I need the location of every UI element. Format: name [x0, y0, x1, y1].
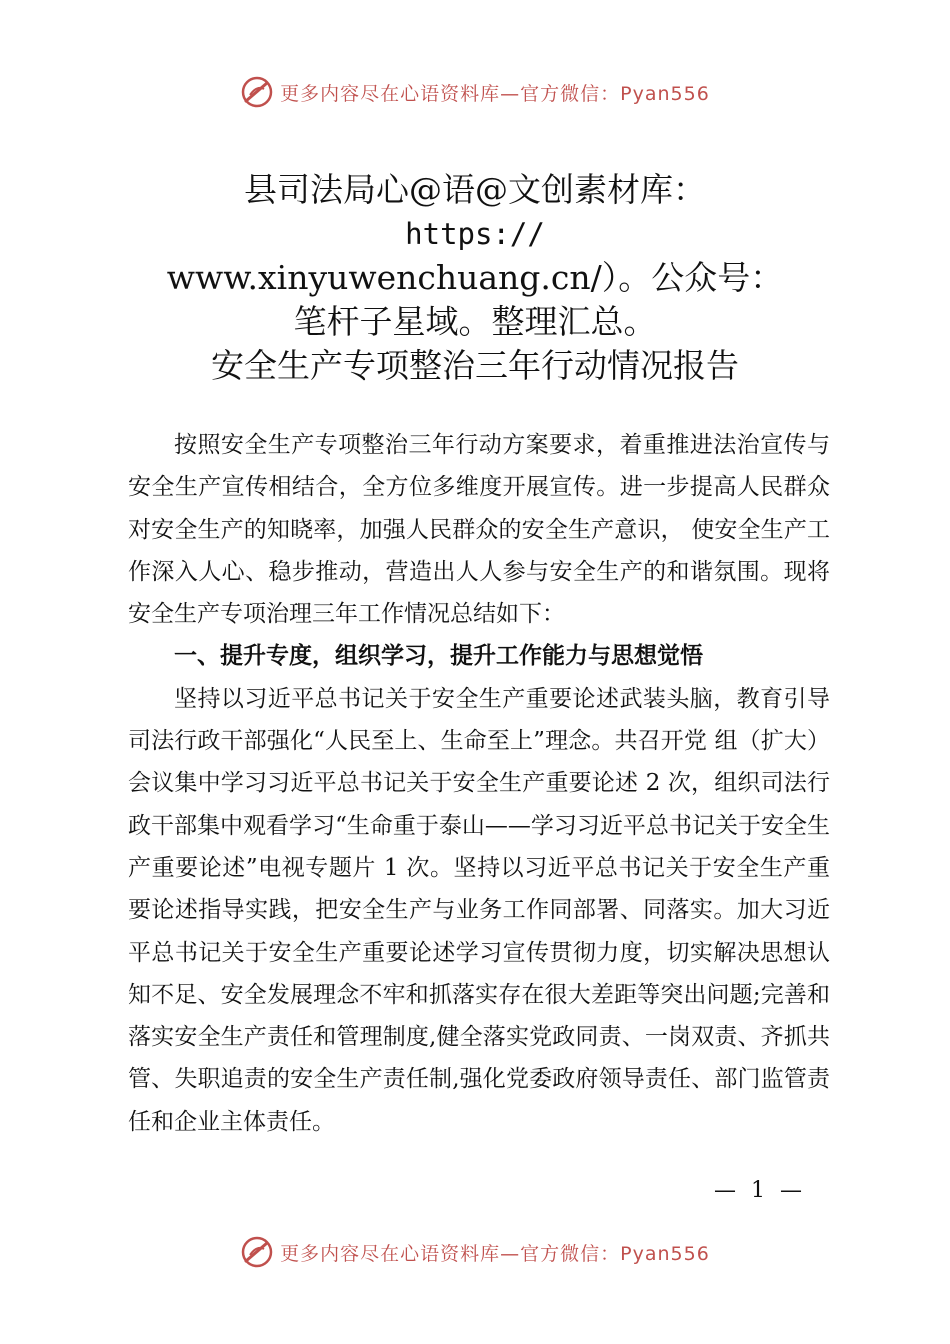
section-heading-1: 一、提升专度，组织学习，提升工作能力与思想觉悟 [174, 643, 703, 670]
title-line-4: 笔杆子星域。整理汇总。 [293, 302, 657, 341]
footer-banner [0, 1232, 950, 1272]
header-banner [0, 72, 950, 112]
intro-paragraph: 按照安全生产专项整治三年行动方案要求，着重推进法治宣传与安全生产宣传相结合，全方位多维度开展宣传。进一步提高人民群众对安全生产的知晓率，加强人民群众的安全生产意识， 使安全生产工作深入人心、稳步推动，营造出人人参与安全生产的和谐氛围。现将安全生产专项治理三年工作情况总结如下： [128, 432, 830, 628]
banner-text: 更多内容尽在心语资料库—官方微信：Pyan556 [280, 1242, 710, 1265]
pen-logo-icon [240, 1235, 274, 1269]
banner-text: 更多内容尽在心语资料库—官方微信：Pyan556 [280, 82, 710, 105]
document-title [60, 168, 890, 388]
title-line-5: 安全生产专项整治三年行动情况报告 [211, 346, 739, 385]
title-line-1: 县司法局心@语@文创素材库： [244, 170, 706, 209]
title-line-3: www.xinyuwenchuang.cn/）。公众号： [166, 258, 784, 297]
title-line-2: https:// [405, 217, 545, 251]
page-number: — 1 — [714, 1178, 806, 1203]
pen-logo-icon [240, 75, 274, 109]
document-body [128, 424, 830, 1143]
section-1-paragraph: 坚持以习近平总书记关于安全生产重要论述武装头脑，教育引导司法行政干部强化“人民至上、生命至上”理念。共召开党 组（扩大）会议集中学习习近平总书记关于安全生产重要论述 2 次，组织司法行政干部集中观看学习“生命重于泰山——学习习近平总书记关于安全生产重要论述”电视专题片 1 次。坚持以习近平总书记关于安全生产重要论述指导实践，把安全生产与业务工作同部署、同落实。加大习近平总书记关于安全生产重要论述学习宣传贯彻力度，切实解决思想认知不足、安全发展理念不牢和抓落实存在很大差距等突出问题;完善和落实安全生产责任和管理制度,健全落实党政同责、一岗双责、齐抓共管、失职追责的安全生产责任制,强化党委政府领导责任、部门监管责任和企业主体责任。 [128, 685, 830, 1135]
